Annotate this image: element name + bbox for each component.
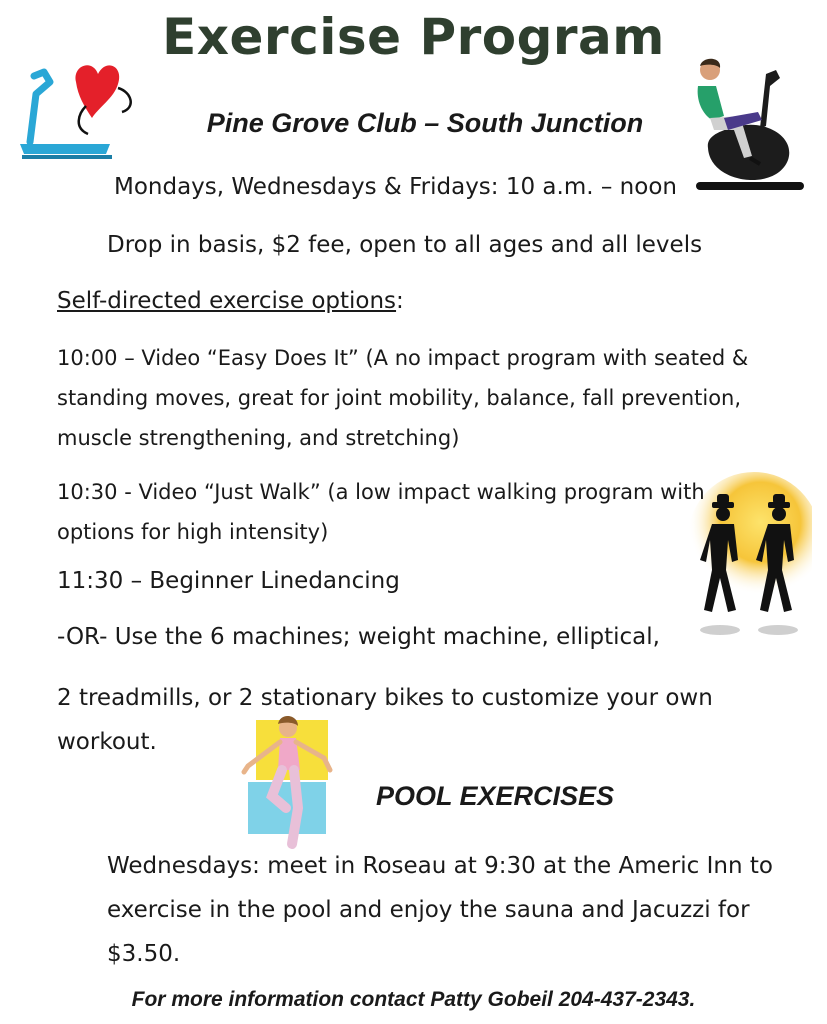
options-heading [57, 286, 404, 316]
option-item-linedancing: 11:30 – Beginner Linedancing [57, 568, 400, 594]
option-item-machines-detail: 2 treadmills, or 2 stationary bikes to customize your own workout. [57, 685, 713, 755]
page-title: Exercise Program [162, 8, 665, 66]
pool-text: Wednesdays: meet in Roseau at 9:30 at the Americ Inn to exercise in the pool and enjoy the sauna and Jacuzzi for $3.50. [107, 853, 773, 967]
option-item-video-walk: 10:30 - Video “Just Walk” (a low impact walking program with options for high intensity) [57, 480, 705, 544]
contact-info: For more information contact Patty Gobeil 204-437-2343. [131, 988, 696, 1011]
option-item-video-easy: 10:00 – Video “Easy Does It” (A no impact program with seated & standing moves, great for joint mobility, balance, fall prevention, muscle strengthening, and stretching) [57, 346, 749, 450]
club-location: Pine Grove Club – South Junction [206, 108, 644, 138]
fee-info-text: Drop in basis, $2 fee, open to all ages and all levels [107, 232, 703, 258]
options-heading-label: Self-directed exercise options [57, 288, 397, 314]
pool-heading: POOL EXERCISES [376, 781, 615, 811]
options-heading-colon: : [396, 288, 404, 314]
schedule-text: Mondays, Wednesdays & Fridays: 10 a.m. – noon [114, 174, 677, 200]
option-item-machines: -OR- Use the 6 machines; weight machine, elliptical, [57, 624, 660, 650]
